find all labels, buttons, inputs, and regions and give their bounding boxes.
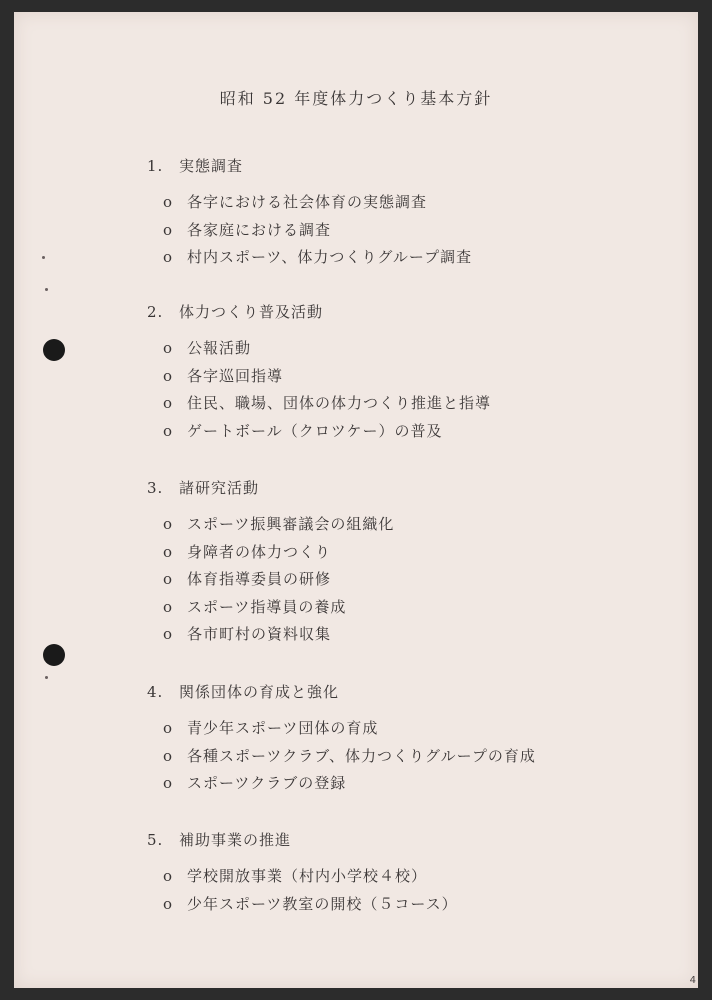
section-number: 5.: [147, 831, 164, 849]
list-item: [147, 366, 491, 394]
item-text: ゲートボール（クロツケー）の普及: [187, 421, 443, 440]
item-text: 各字巡回指導: [187, 366, 284, 385]
list-item: [147, 866, 458, 894]
list-item: [147, 338, 491, 366]
bullet-marker: o: [163, 774, 174, 792]
list-item: [147, 192, 472, 220]
section-heading: [147, 156, 472, 176]
bullet-marker: o: [163, 542, 174, 561]
list-item: [147, 894, 458, 922]
section-items: [147, 338, 491, 448]
bullet-marker: o: [163, 719, 174, 737]
section-title: 実態調査: [179, 157, 244, 175]
list-item: [147, 247, 472, 275]
section-title: 関係団体の育成と強化: [179, 683, 340, 701]
list-item: [147, 624, 394, 652]
item-text: 各種スポーツクラブ、体力つくりグループの育成: [187, 746, 536, 765]
section-heading: [147, 682, 536, 702]
section-heading: [147, 478, 394, 498]
bullet-marker: o: [163, 421, 174, 440]
bullet-marker: o: [163, 366, 174, 385]
document-title: 昭和 52 年度体力つくり基本方針: [219, 89, 493, 108]
section-4: [147, 682, 536, 801]
document-page: [14, 12, 698, 988]
bullet-marker: o: [163, 625, 174, 643]
item-text: 身障者の体力つくり: [187, 542, 332, 561]
item-text: スポーツ指導員の養成: [187, 597, 347, 616]
list-item: [147, 718, 536, 746]
section-heading: [147, 830, 458, 850]
list-item: [147, 746, 536, 774]
section-title: 体力つくり普及活動: [179, 303, 324, 321]
bullet-marker: o: [163, 894, 174, 913]
item-text: 各家庭における調査: [187, 220, 332, 239]
item-text: 公報活動: [187, 339, 252, 357]
section-1: [147, 156, 472, 275]
list-item: [147, 514, 394, 542]
section-number: 3.: [147, 479, 164, 497]
list-item: [147, 421, 491, 449]
bullet-marker: o: [163, 248, 174, 266]
bullet-marker: o: [163, 394, 174, 412]
item-text: 体育指導委員の研修: [187, 570, 332, 588]
bullet-marker: o: [163, 193, 174, 211]
list-item: [147, 569, 394, 597]
item-text: 各字における社会体育の実態調査: [187, 193, 428, 211]
section-items: [147, 192, 472, 275]
punch-hole-lower: [43, 644, 65, 666]
item-text: 少年スポーツ教室の開校（５コース）: [187, 894, 458, 913]
item-text: 学校開放事業（村内小学校４校）: [187, 867, 428, 885]
list-item: [147, 393, 491, 421]
section-title: 補助事業の推進: [179, 831, 292, 849]
section-5: [147, 830, 458, 921]
list-item: [147, 220, 472, 248]
page-number: 4: [689, 975, 696, 986]
list-item: [147, 773, 536, 801]
section-title: 諸研究活動: [179, 479, 260, 497]
item-text: 各市町村の資料収集: [187, 625, 332, 643]
section-items: [147, 718, 536, 801]
item-text: スポーツ振興審議会の組織化: [187, 515, 395, 533]
section-2: [147, 302, 491, 448]
section-items: [147, 514, 394, 652]
section-items: [147, 866, 458, 921]
list-item: [147, 597, 394, 625]
paper-speck: [45, 676, 48, 679]
bullet-marker: o: [163, 746, 174, 765]
bullet-marker: o: [163, 220, 174, 239]
punch-hole-upper: [43, 339, 65, 361]
paper-speck: [45, 288, 48, 291]
item-text: 住民、職場、団体の体力つくり推進と指導: [187, 394, 492, 412]
bullet-marker: o: [163, 339, 174, 357]
bullet-marker: o: [163, 515, 174, 533]
item-text: スポーツクラブの登録: [187, 774, 347, 792]
bullet-marker: o: [163, 570, 174, 588]
section-heading: [147, 302, 491, 322]
list-item: [147, 542, 394, 570]
section-number: 4.: [147, 683, 164, 701]
paper-speck: [42, 256, 45, 259]
item-text: 青少年スポーツ団体の育成: [187, 719, 379, 737]
item-text: 村内スポーツ、体力つくりグループ調査: [187, 248, 473, 266]
section-3: [147, 478, 394, 652]
section-number: 2.: [147, 303, 164, 321]
section-number: 1.: [147, 157, 164, 175]
bullet-marker: o: [163, 597, 174, 616]
bullet-marker: o: [163, 867, 174, 885]
